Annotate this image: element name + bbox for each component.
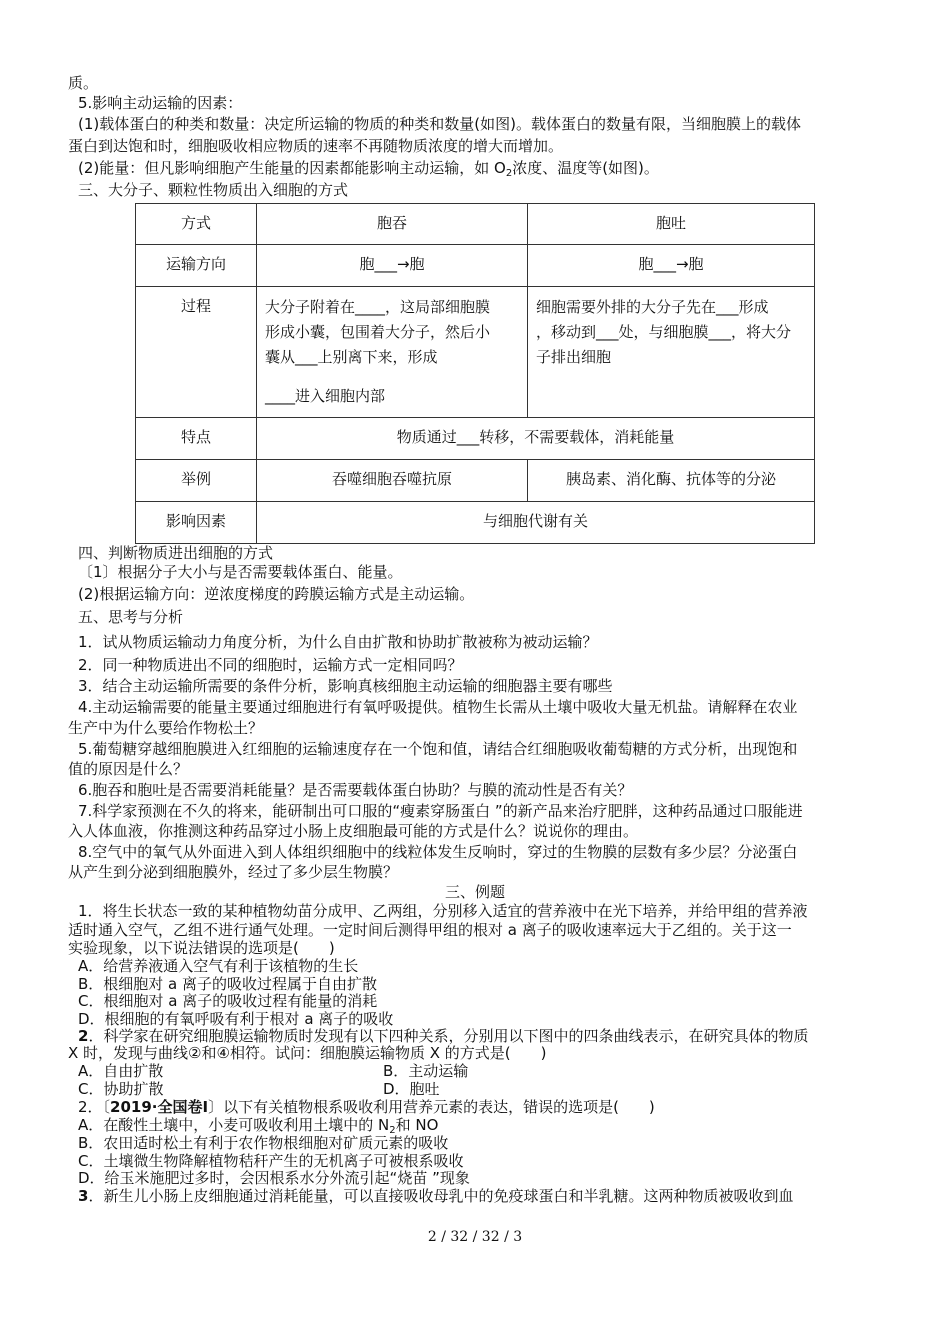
question-line: 4.主动运输需要的能量主要通过细胞进行有氧呼吸提供。植物生长需从土壤中吸收大量无机盐。请解释在农业	[78, 698, 798, 716]
table-cell: 举例	[136, 460, 257, 502]
text-fragment: ．新生儿小肠上皮细胞通过消耗能量，可以直接吸收母乳中的免疫球蛋白和半乳糖。这两种物质被吸收到血	[88, 1187, 794, 1205]
option-row	[78, 1061, 898, 1081]
text-line: 〔1〕根据分子大小与是否需要载体蛋白、能量。	[78, 563, 403, 581]
table-cell: 与细胞代谢有关	[257, 502, 815, 544]
table-cell: 胞___→胞	[528, 245, 815, 287]
table-cell: 吞噬细胞吞噬抗原	[257, 460, 528, 502]
option-line: B．农田适时松土有利于农作物根细胞对矿质元素的吸收	[78, 1134, 449, 1152]
table-cell: 特点	[136, 418, 257, 460]
table-cell: 胰岛素、消化酶、抗体等的分泌	[528, 460, 815, 502]
option: D．胞吐	[383, 1080, 440, 1098]
text-line: 5.影响主动运输的因素：	[78, 94, 243, 112]
cell-line: 子排出细胞	[536, 348, 612, 366]
text-fragment: 〕以下有关植物根系吸收利用营养元素的表达，错误的选项是( )	[208, 1098, 655, 1116]
subscript: 2	[389, 1125, 396, 1136]
question-line: 入人体血液，你推测这种药品穿过小肠上皮细胞最可能的方式是什么？说说你的理由。	[68, 822, 639, 840]
question-line: 7.科学家预测在不久的将来，能研制出可口服的“瘦素穿肠蛋白 ”的新产品来治疗肥胖，这种药品通过口服能进	[78, 802, 803, 820]
section-heading: 三、例题	[444, 883, 505, 901]
text-fragment: A．在酸性土壤中，小麦可吸收利用土壤中的 N	[78, 1116, 390, 1134]
text-line: 质。	[68, 74, 99, 92]
table-header-cell: 胞吐	[528, 204, 815, 245]
option-line: A．给营养液通入空气有利于该植物的生长	[78, 957, 359, 975]
text-line: 蛋白到达饱和时，细胞吸收相应物质的速率不再随物质浓度的增大而增加。	[68, 137, 564, 155]
cell-line: 细胞需要外排的大分子先在___形成	[536, 298, 769, 316]
text-fragment: 和 NO	[395, 1116, 439, 1134]
question-line: 6.胞吞和胞吐是否需要消耗能量？是否需要载体蛋白协助？与膜的流动性是否有关？	[78, 781, 633, 799]
cell-line: ____进入细胞内部	[265, 387, 386, 405]
table-cell	[528, 287, 815, 418]
table-cell: 胞___→胞	[257, 245, 528, 287]
transport-table	[135, 203, 815, 544]
text-fragment: 浓度、温度等(如图)。	[512, 159, 659, 177]
cell-line: 形成小囊，包围着大分子，然后小	[265, 323, 491, 341]
table-row	[136, 245, 815, 287]
question-line: 1．试从物质运输动力角度分析，为什么自由扩散和协助扩散被称为被动运输？	[78, 633, 598, 651]
question-line: 生产中为什么要给作物松土？	[68, 719, 264, 737]
question-line: 从产生到分泌到细胞膜外，经过了多少层生物膜？	[68, 863, 399, 881]
question-line: 3．结合主动运输所需要的条件分析，影响真核细胞主动运输的细胞器主要有哪些	[78, 677, 613, 695]
text-line: (1)载体蛋白的种类和数量：决定所运输的物质的种类和数量(如图)。载体蛋白的数量有限，当细胞膜上的载体	[78, 115, 801, 133]
table-header-cell: 方式	[136, 204, 257, 245]
question-line: 8.空气中的氧气从外面进入到人体组织细胞中的线粒体发生反响时，穿过的生物膜的层数有多少层？分泌蛋白	[78, 843, 798, 861]
option-row	[78, 1079, 898, 1099]
question-line	[78, 1186, 898, 1206]
question-line: X 时，发现与曲线②和④相符。试问：细胞膜运输物质 X 的方式是( )	[68, 1044, 547, 1062]
option-line: D．给玉米施肥过多时，会因根系水分外流引起“烧苗 ”现象	[78, 1169, 470, 1187]
table-header-cell: 胞吞	[257, 204, 528, 245]
table-row	[136, 418, 815, 460]
question-line: 5.葡萄糖穿越细胞膜进入红细胞的运输速度存在一个饱和值，请结合红细胞吸收葡萄糖的方式分析，出现饱和	[78, 740, 798, 758]
text-fragment: (2)能量：但凡影响细胞产生能量的因素都能影响主动运输，如 O	[78, 159, 506, 177]
question-line: 1．将生长状态一致的某种植物幼苗分成甲、乙两组，分别移入适宜的营养液中在光下培养，并给甲组的营养液	[78, 902, 808, 920]
source-label: 2019·全国卷Ⅰ	[110, 1098, 209, 1116]
option-line: C．根细胞对 a 离子的吸收过程有能量的消耗	[78, 992, 378, 1010]
option-line: D．根细胞的有氧呼吸有利于根对 a 离子的吸收	[78, 1010, 394, 1028]
option: B．主动运输	[383, 1062, 469, 1080]
subscript: 2	[505, 168, 513, 179]
table-row	[136, 460, 815, 502]
option: A．自由扩散	[78, 1062, 164, 1080]
question-line: 值的原因是什么？	[68, 760, 189, 778]
question-number: 2	[78, 1027, 89, 1045]
page-footer: 2 / 32 / 32 / 3	[427, 1229, 523, 1245]
table-cell: 运输方向	[136, 245, 257, 287]
table-row	[136, 204, 815, 245]
table-cell: 影响因素	[136, 502, 257, 544]
cell-line: 囊从___上别离下来，形成	[265, 348, 438, 366]
section-heading: 四、判断物质进出细胞的方式	[78, 544, 274, 562]
table-cell	[257, 287, 528, 418]
table-row	[136, 287, 815, 418]
cell-line: 大分子附着在____，这局部细胞膜	[265, 298, 491, 316]
question-number: 3	[78, 1187, 89, 1205]
question-line	[78, 1097, 898, 1117]
cell-line: ，移动到___处，与细胞膜___，将大分	[536, 323, 792, 341]
text-fragment: ．科学家在研究细胞膜运输物质时发现有以下四种关系，分别用以下图中的四条曲线表示，在研究具体的物质	[88, 1027, 809, 1045]
option: C．协助扩散	[78, 1080, 164, 1098]
table-cell: 过程	[136, 287, 257, 418]
spacer	[265, 370, 519, 384]
section-heading: 三、大分子、颗粒性物质出入细胞的方式	[78, 181, 349, 199]
text-line: (2)根据运输方向：逆浓度梯度的跨膜运输方式是主动运输。	[78, 585, 475, 603]
question-line: 适时通入空气，乙组不进行通气处理。一定时间后测得甲组的根对 a 离子的吸收速率远大于乙组的。关于这一	[68, 921, 792, 939]
question-line: 2．同一种物质进出不同的细胞时，运输方式一定相同吗？	[78, 656, 463, 674]
section-heading: 五、思考与分析	[78, 608, 184, 626]
option-line: B．根细胞对 a 离子的吸收过程属于自由扩散	[78, 975, 378, 993]
question-line: 实验现象，以下说法错误的选项是( )	[68, 939, 335, 957]
option-line: C．土壤微生物降解植物秸秆产生的无机离子可被根系吸收	[78, 1152, 464, 1170]
table-row	[136, 502, 815, 544]
table-cell: 物质通过___转移，不需要载体，消耗能量	[257, 418, 815, 460]
text-fragment: 2．〔	[78, 1098, 111, 1116]
